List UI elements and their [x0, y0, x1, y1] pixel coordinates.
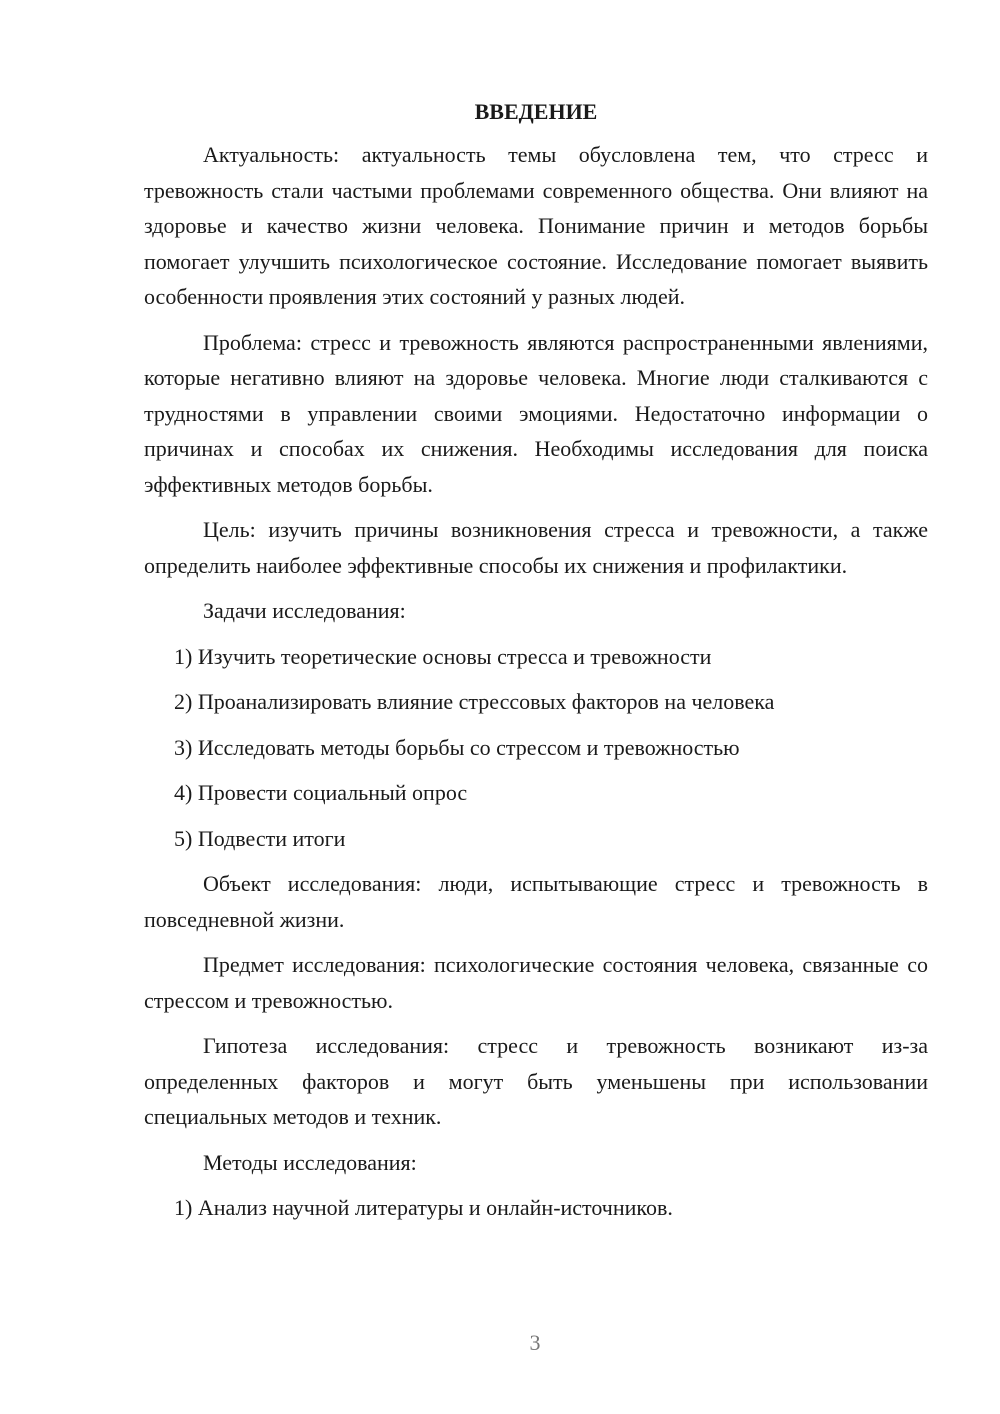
methods-list: [144, 1190, 928, 1226]
goal-paragraph: Цель: изучить причины возникновения стресса и тревожности, а также определить наиболее эффективные способы их снижения и профилактики.: [144, 517, 928, 578]
subject-paragraph: Предмет исследования: психологические состояния человека, связанные со стрессом и тревожностью.: [144, 952, 928, 1013]
page-content: [144, 94, 928, 1236]
task-item-1: 1) Изучить теоретические основы стресса и тревожности: [174, 643, 712, 669]
hypothesis-paragraph: Гипотеза исследования: стресс и тревожность возникают из-за определенных факторов и могут быть уменьшены при использовании специальных методов и техник.: [144, 1033, 928, 1129]
section-heading: ВВЕДЕНИЕ: [474, 99, 598, 124]
methods-label: Методы исследования:: [203, 1149, 417, 1175]
page-number: 3: [529, 1330, 541, 1355]
tasks-list: [144, 639, 928, 857]
relevance-paragraph: Актуальность: актуальность темы обусловлена тем, что стресс и тревожность стали частыми проблемами современного общества. Они влияют на здоровье и качество жизни человека. Понимание причин и методов борьбы помогает улучшить психологическое состояние. Исследование помогает выявить особенности проявления этих состояний у разных людей.: [144, 142, 928, 309]
problem-paragraph: Проблема: стресс и тревожность являются распространенными явлениями, которые негативно влияют на здоровье человека. Многие люди сталкиваются с трудностями в управлении своими эмоциями. Недостаточно информации о причинах и способах их снижения. Необходимы исследования для поиска эффективных методов борьбы.: [144, 329, 928, 497]
task-item-4: 4) Провести социальный опрос: [174, 780, 468, 805]
task-item-2: 2) Проанализировать влияние стрессовых факторов на человека: [174, 689, 775, 714]
task-item-5: 5) Подвести итоги: [174, 825, 346, 851]
method-item-1: 1) Анализ научной литературы и онлайн-источников.: [174, 1195, 673, 1220]
object-paragraph: Объект исследования: люди, испытывающие стресс и тревожность в повседневной жизни.: [144, 871, 928, 932]
task-item-3: 3) Исследовать методы борьбы со стрессом и тревожностью: [174, 734, 740, 760]
tasks-label: Задачи исследования:: [203, 598, 406, 623]
